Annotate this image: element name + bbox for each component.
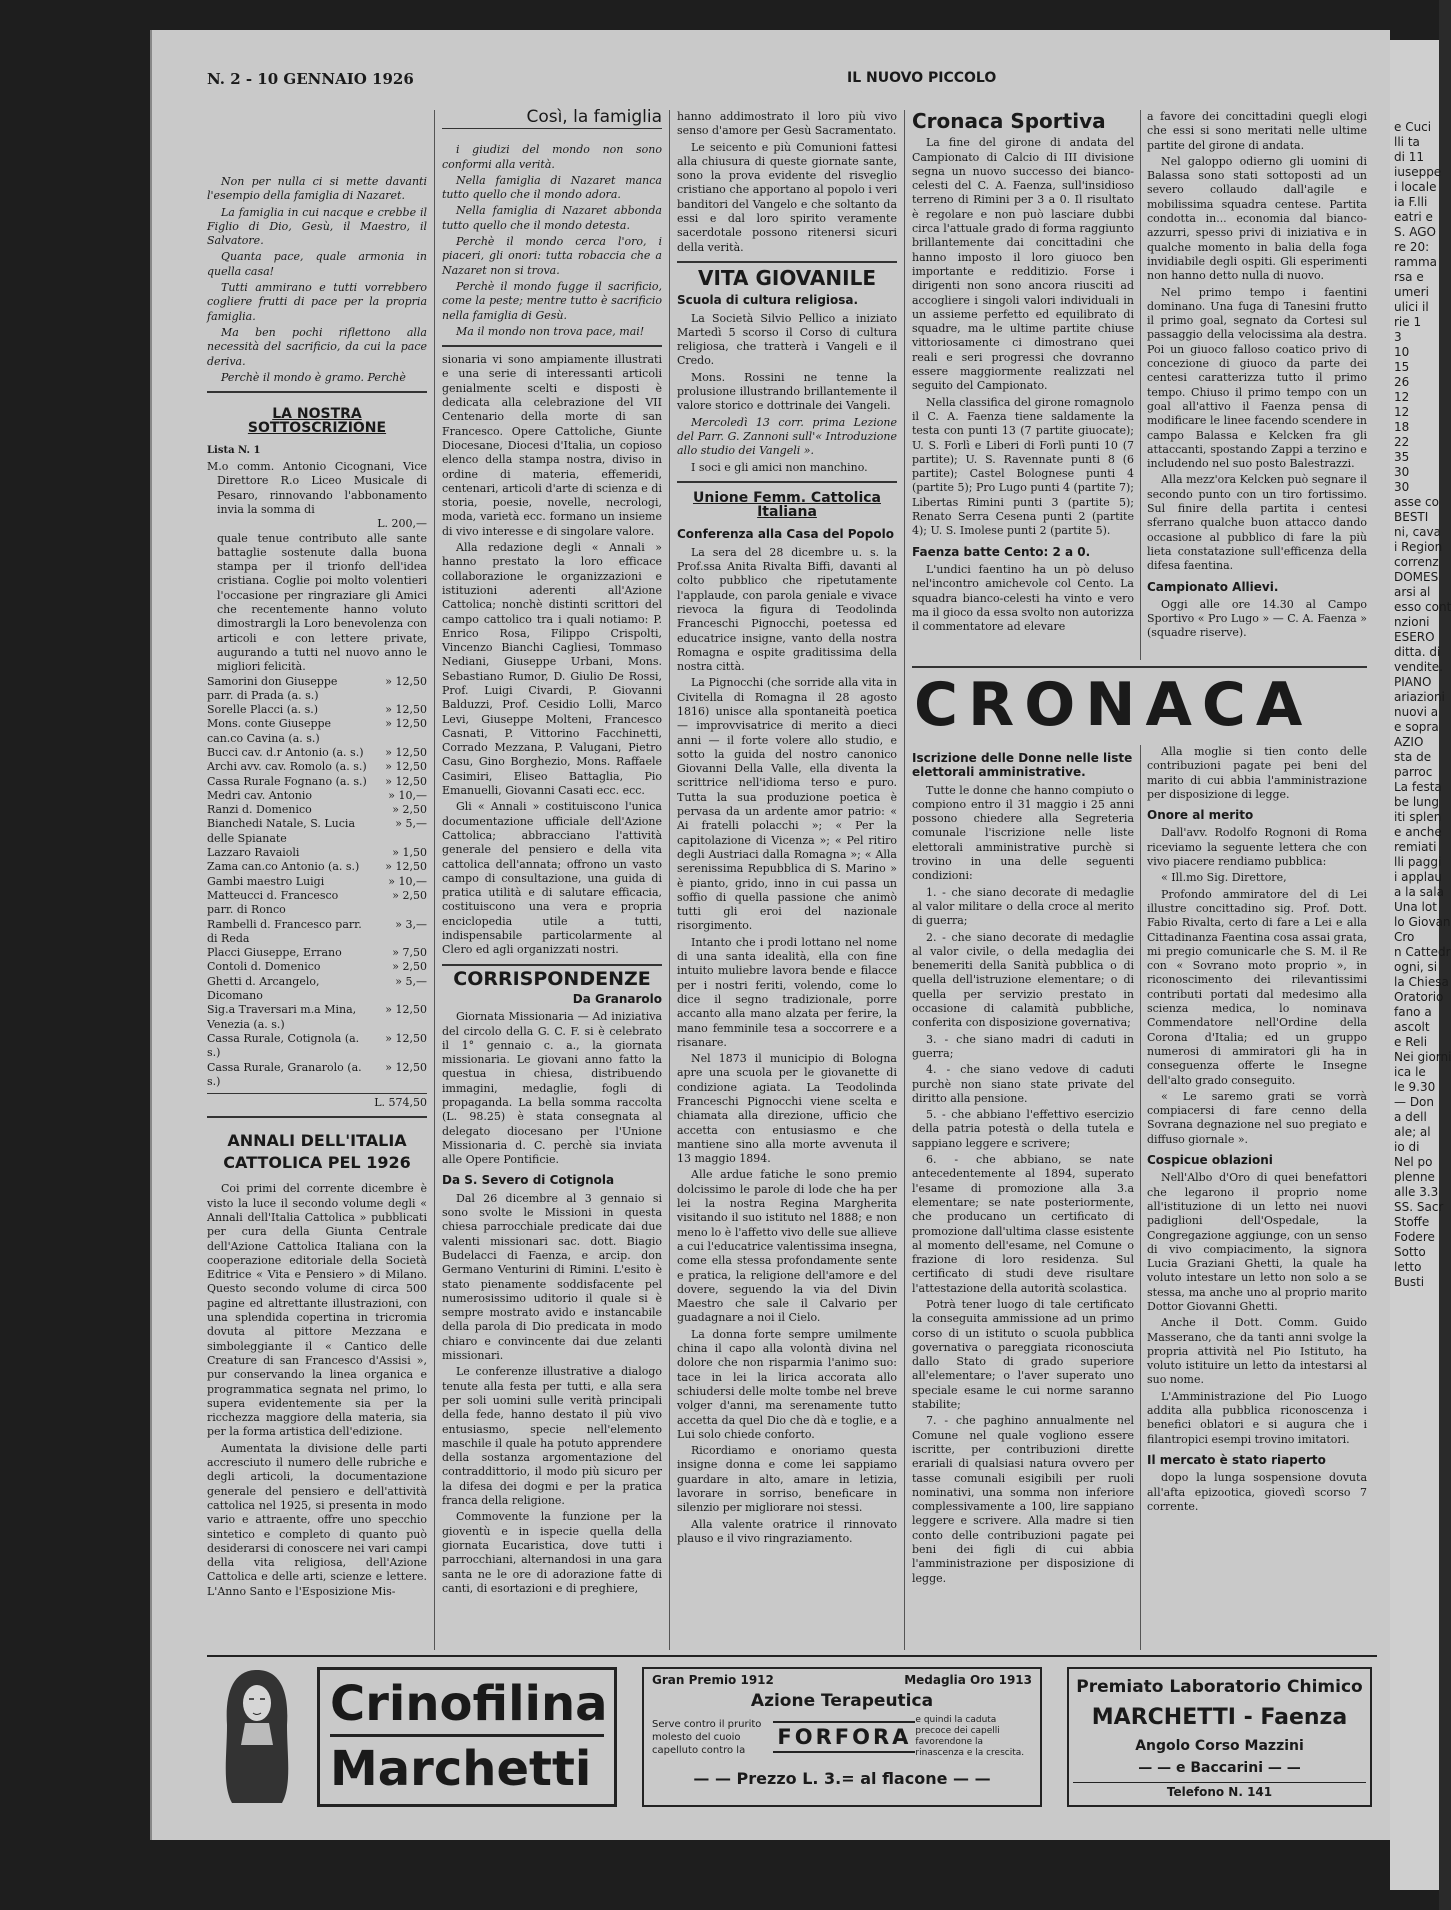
subscription-total: L. 574,50 [207, 1093, 427, 1110]
entry-value: » 10,— [388, 874, 427, 888]
paragraph: Nel 1873 il municipio di Bologna apre una scuola per le giovanette di condizione agiata. La Teodolinda Franceschi Pignocchi viene scelta e chiamata alla direzione, ufficio che accetta con entusiasmo e che mantiene sino alla morte avvenuta il 13 maggio 1894. [677, 1052, 897, 1166]
crinofilina-line1: Crinofilina [330, 1674, 604, 1737]
cronaca-sportiva-title: Cronaca Sportiva [912, 109, 1106, 133]
divider [442, 345, 662, 347]
entry-name: Mons. conte Giuseppe can.co Cavina (a. s.) [207, 717, 332, 745]
paragraph: hanno addimostrato il loro più vivo senso d'amore per Gesù Sacramentato. [677, 110, 897, 138]
entry-name: Gambi maestro Luigi [207, 874, 325, 888]
fragment-text: re 20: [1394, 240, 1430, 254]
crinofilina-ad [317, 1667, 617, 1807]
oblazioni-heading: Cospicue oblazioni [1147, 1153, 1273, 1168]
subscription-entry [207, 803, 427, 817]
fragment-text: di 11 [1394, 150, 1425, 164]
entry-value: » 12,50 [385, 1031, 427, 1045]
scuola-heading: Scuola di cultura religiosa. [677, 293, 859, 308]
paragraph: « Ill.mo Sig. Direttore, [1161, 871, 1287, 885]
subscription-entry [207, 846, 427, 860]
paragraph: Ma il mondo non trova pace, mai! [456, 324, 645, 338]
fragment-text: 3 [1394, 330, 1402, 344]
subscription-entry [207, 860, 427, 874]
paragraph: Commovente la funzione per la gioventù e in ispecie quella della giornata Eucaristica, dove tutti i parrocchiani, alternandosi in una gara santa ne le ore di adorazione fatte di canti, di esortazioni e di preghiere, [442, 1510, 662, 1595]
entry-value: » 5,— [395, 817, 427, 831]
paragraph: Perchè il mondo cerca l'oro, i piaceri, gli onori: tutta robaccia che a Nazaret non si trova. [442, 235, 662, 277]
fragment-text: 10 [1394, 345, 1410, 359]
paragraph: a favore dei concittadini quegli elogi che essi si sono meritati nelle ultime partite del girone di andata. [1147, 110, 1367, 152]
paragraph: Perchè il mondo è gramo. Perchè [221, 370, 406, 384]
entry-name: Placci Giuseppe, Errano [207, 946, 342, 960]
page-header [207, 70, 1367, 92]
forfora-label: FORFORA [773, 1721, 915, 1753]
fragment-text: esso cont [1394, 600, 1451, 614]
fragment-text: ramma [1394, 255, 1438, 269]
paragraph: Dal 26 dicembre al 3 gennaio si sono svolte le Missioni in questa chiesa parrocchiale predicate dai due valenti missionari sac. dott. Biagio Budelacci di Faenza, e arcip. don Germano Venturini di Rimini. L'esito è stato pienamente soddisfacente pel numerosissimo uditorio il quale si è sempre mostrato avido e instancabile della parola di Dio predicata in modo chiaro e convincente dai due zelanti missionari. [442, 1191, 662, 1363]
fragment-text: lli paggi [1394, 855, 1442, 869]
paragraph: Nella famiglia di Nazaret manca tutto quello che il mondo adora. [442, 173, 662, 202]
paragraph: Nell'Albo d'Oro di quei benefattori che legarono il proprio nome all'istituzione di un letto nei nuovi padiglioni dell'Ospedale, la Congregazione aggiunge, con un senso di vivo compiacimento, la signora Lucia Graziani Ghetti, la quale ha voluto intestare un letto non solo a se stessa, ma anche uno al proprio marito Dottor Giovanni Ghetti. [1147, 1171, 1367, 1313]
fragment-text: e anche [1394, 825, 1442, 839]
paragraph: Coi primi del corrente dicembre è visto la luce il secondo volume degli « Annali dell'Italia Cattolica » pubblicati per cura della Giunta Centrale dell'Azione Cattolica Italiana con la cooperazione editoriale della Società Editrice « Vita e Pensiero » di Milano. Questo secondo volume di circa 500 pagine ed altrettante illustrazioni, con una splendida copertina in tricromia dovuta al pittore Mezzana e simboleggiante il « Cantico delle Creature di san Francesco d'Assisi », pur conservando la linea organica e programmatica segnata nel primo, lo supera evidentemente sia per la ricchezza maggiore della materia, sia per la forma artistica dell'edizione. [207, 1182, 427, 1439]
adjacent-page-strip [1390, 40, 1451, 1890]
woman-portrait-illustration [217, 1665, 297, 1805]
paragraph: sionaria vi sono ampiamente illustrati e una serie di interessanti articoli genialmente scelti e disposti è dedicata alla celebrazione del VII Centenario della morte di san Francesco. Opere Cattoliche, Giunte Diocesane, Diocesi d'Italia, un copioso elenco della stampa nostra, diviso in ordine di materia, effemeridi, centenari, articoli d'arte di scienza e di storia, poesie, novelle, necrologi, moda, varietà ecc. formano un insieme di vivo interesse e di singolare valore. [442, 353, 662, 538]
fragment-text: iuseppe [1394, 165, 1442, 179]
entry-value: » 12,50 [385, 1060, 427, 1074]
paragraph: Intanto che i prodi lottano nel nome di una santa idealità, ella con fine intuito muliebre lavora bende e filacce per i nostri feriti, volendo, come lo dice il segno tradizionale, porre accanto alla mano alzata per ferire, la mano femminile tesa a soccorrere e a risanare. [677, 935, 897, 1049]
subscription-entry [207, 817, 427, 846]
fragment-text: ariazioni [1394, 690, 1445, 704]
paragraph: L'Amministrazione del Pio Luogo addita alla pubblica riconoscenza i benefici oblatori e si augura che i filantropici esempi trovino imitatori. [1147, 1389, 1367, 1446]
list-item: 2. - che siano decorate di medaglie al valor civile, o della medaglia dei benemeriti della Sanità pubblica o di quella dell'istruzione elementare; o di quella per servizio prestato in occasione di calamità pubbliche, conferita con disposizione governativa; [912, 930, 1134, 1030]
medaglia-label: Medaglia Oro 1913 [904, 1673, 1032, 1687]
fragment-text: i Region [1394, 540, 1443, 554]
paragraph: Mercoledì 13 corr. prima Lezione del Parr. G. Zannoni sull'« Introduzione allo studio dei Vangeli ». [677, 415, 897, 458]
fragment-text: 12 [1394, 390, 1410, 404]
fragment-text: Nel po [1394, 1155, 1433, 1169]
fragment-text: a la sala [1394, 885, 1444, 899]
marchetti-faenza-label: MARCHETTI - Faenza [1091, 1705, 1348, 1730]
paragraph: Nel primo tempo i faentini dominano. Una fuga di Tanesini frutto il primo goal, segnato da Cortesi sul passaggio della velocissima ala destra. Poi un giuoco falloso coatico privo di concezione di giuoco da parte dei centesi caratterizza tutto il primo tempo. Chiuso il primo tempo con un goal all'attivo il Faenza pensa di modificare le linee facendo scendere in campo Balassa e Kelcken fra gli attaccanti, spostando Zappi a terzino e includendo nel suo posto Balestrazzi. [1147, 285, 1367, 471]
fragment-text: parroc [1394, 765, 1433, 779]
paragraph: Alla redazione degli « Annali » hanno prestato la loro efficace collaborazione le organizzazioni e istituzioni aderenti all'Azione Cattolica; nonchè distinti scrittori del campo cattolico tra i quali notiamo: P. Enrico Rosa, Filippo Crispolti, Vincenzo Bianchi Cagliesi, Tommaso Nediani, Giuseppe Urbani, Mons. Sebastiano Rumor, D. Giulio De Rossi, Prof. Luigi Civardi, P. Giovanni Balduzzi, Prof. Cesidio Lolli, Marco Levi, Giuseppe Molteni, Francesco Casnati, P. Vittorino Facchinetti, Corrado Mezzana, P. Valugani, Pietro Casu, Gino Borghezio, Mons. Raffaele Casimiri, Eliseo Battaglia, Pio Emanuelli, Giovanni Casati ecc. ecc. [442, 541, 662, 798]
list-item: 6. - che abbiano, se nate antecedentemente al 1894, superato l'esame di promozione alla 3.a elementare; se nate posteriormente, che producano un certificato di promozione dall'ultima classe esistente al momento dell'esame, nel Comune o frazione di loro residenza. Sul certificato di studi deve risultare l'attestazione della autorità scolastica. [912, 1153, 1134, 1295]
divider [912, 666, 1367, 668]
entry-name: Rambelli d. Francesco parr. di Reda [207, 917, 362, 945]
paragraph: dopo la lunga sospensione dovuta all'afta epizootica, giovedì scorso 7 corrente. [1147, 1471, 1367, 1513]
entry-value: » 7,50 [392, 946, 427, 960]
entry-value: » 12,50 [385, 745, 427, 759]
paragraph: Anche il Dott. Comm. Guido Masserano, che da tanti anni svolge la propria attività nel Pio Istituto, ha voluto istituire un letto da intestarsi al suo nome. [1147, 1316, 1367, 1387]
fragment-text: Stoffe [1394, 1215, 1430, 1229]
entry-value: » 2,50 [392, 888, 427, 902]
entry-name: Bianchedi Natale, S. Lucia delle Spianate [207, 817, 356, 845]
fragment-text: arsi al [1394, 585, 1431, 599]
unione-title: Unione Femm. Cattolica Italiana [692, 489, 881, 521]
entry-value: » 2,50 [392, 960, 427, 974]
fragment-text: a dell [1394, 1110, 1427, 1124]
column-2 [442, 107, 662, 1650]
column-rule [669, 110, 670, 1650]
entry-value: » 12,50 [385, 717, 427, 731]
list-item: 4. - che siano vedove di caduti purchè non siano state private del diritto alla pensione. [912, 1063, 1134, 1105]
forfora-right-text: e quindi la caduta precoce dei capelli favorendone la rinascenza e la crescita. [915, 1715, 1025, 1758]
fragment-text: correnz [1394, 555, 1439, 569]
gran-premio-label: Gran Premio 1912 [652, 1673, 774, 1687]
advertisement-bar [207, 1655, 1377, 1815]
subscription-entry [207, 775, 427, 789]
paragraph: Non per nulla ci si mette davanti l'esempio della famiglia di Nazaret. [207, 175, 427, 203]
fragment-text: ni, cava [1394, 525, 1441, 539]
divider [677, 261, 897, 263]
entry-value: » 5,— [395, 974, 427, 988]
paragraph: Perchè il mondo fugge il sacrificio, come la peste; mentre tutto è sacrificio nella famiglia di Gesù. [442, 279, 662, 322]
fragment-text: ESERO [1394, 630, 1435, 644]
entry-value: » 3,— [395, 917, 427, 931]
fragment-text: rsa e [1394, 270, 1424, 284]
fragment-text: nuovi a [1394, 705, 1439, 719]
vita-giovanile-title: VITA GIOVANILE [698, 265, 876, 290]
fragment-text: alle 3.3 [1394, 1185, 1439, 1199]
fragment-text: ica le [1394, 1065, 1426, 1079]
fragment-text: la Chiesa [1394, 975, 1449, 989]
column-4-lower [912, 745, 1134, 1650]
forfora-ad [642, 1667, 1042, 1807]
list-item: Potrà tener luogo di tale certificato la conseguita ammissione ad un primo corso di un istituto o scuola pubblica governativa o pareggiata riconosciuta dallo Stato di grado superiore all'elementare; o l'aver superato uno speciale esame le cui norme saranno stabilite; [912, 1297, 1134, 1412]
column-rule [904, 110, 905, 1650]
famiglia-text-left [207, 175, 427, 385]
lista-label: Lista N. 1 [207, 444, 261, 456]
fragment-text: remiati [1394, 840, 1437, 854]
fragment-text: fano a [1394, 1005, 1432, 1019]
annali-title: ANNALI DELL'ITALIA CATTOLICA PEL 1926 [223, 1131, 411, 1173]
fragment-text: plenne [1394, 1170, 1435, 1184]
subscription-entry [207, 1032, 427, 1061]
entry-name: Matteucci d. Francesco parr. di Ronco [207, 888, 339, 917]
entry-value: » 12,50 [385, 860, 427, 874]
subscription-entry [207, 960, 427, 974]
fragment-text: La festa [1394, 780, 1442, 794]
fragment-text: n Cattedr [1394, 945, 1451, 959]
mercato-heading: Il mercato è stato riaperto [1147, 1452, 1326, 1467]
fragment-text: i locale [1394, 180, 1437, 194]
entry-name: Contoli d. Domenico [207, 960, 321, 974]
fragment-text: 15 [1394, 360, 1410, 374]
fragment-text: Fodere [1394, 1230, 1435, 1244]
masthead-title: IL NUOVO PICCOLO [847, 70, 997, 86]
sottoscrizione-title: LA NOSTRA SOTTOSCRIZIONE [247, 406, 387, 437]
paragraph: Oggi alle ore 14.30 al Campo Sportivo « Pro Lugo » — C. A. Faenza » (squadre riserve). [1147, 597, 1367, 640]
entry-name: Sorelle Placci (a. s.) [207, 703, 319, 717]
divider [442, 964, 662, 966]
subscription-entry [207, 675, 427, 704]
entry-name: Samorini don Giuseppe parr. di Prada (a. s.) [207, 674, 338, 702]
subscription-entry [207, 703, 427, 717]
cento-heading: Faenza batte Cento: 2 a 0. [912, 544, 1091, 559]
entry-name: Cassa Rurale, Cotignola (a. s.) [207, 1031, 360, 1060]
paragraph: Giornata Missionaria — Ad iniziativa del circolo della G. C. F. si è celebrato il 1° gennaio c. a., la giornata missionaria. Le giovani anno fatto la questua in chiesa, distribuendo immagini, medaglie, fogli di propaganda. La bella somma raccolta (L. 98.25) è stata consegnata al delegato diocesano per l'Unione Missionaria d. C. perchè sia inviata alle Opere Pontificie. [442, 1010, 662, 1167]
fragment-text: Sotto [1394, 1245, 1426, 1259]
famiglia-title: Così, la famiglia [442, 110, 662, 129]
granarolo-heading: Da Granarolo [572, 991, 662, 1006]
paragraph: L'undici faentino ha un pò deluso nel'incontro amichevole col Cento. La squadra bianco-celesti ha vinto e vero ma il gioco da essa svolto non autorizza il commentatore ad elevare [912, 562, 1134, 634]
fragment-text: DOMES [1394, 570, 1439, 584]
fragment-text: Una lot [1394, 900, 1437, 914]
fragment-text: asse co [1394, 495, 1439, 509]
entry-name: Cassa Rurale, Granarolo (a. s.) [207, 1060, 362, 1088]
entry-name: Bucci cav. d.r Antonio (a. s.) [207, 745, 364, 759]
fragment-text: SS. Sacr [1394, 1200, 1444, 1214]
paragraph: La donna forte sempre umilmente china il capo alla volontà divina nel dolore che non risparmia l'animo suo: tace in lei la lirica accorata allo schiudersi delle molte tombe nel breve volger d'anni, ma serenamente tutto accetta da quel Dio che dà e toglie, e a Lui solo chiede conforto. [677, 1327, 897, 1441]
fragment-text: 30 [1394, 480, 1410, 494]
column-5 [1147, 110, 1367, 660]
fragment-text: 18 [1394, 420, 1410, 434]
entry-value: » 12,50 [385, 760, 427, 774]
entry-name: Ghetti d. Arcangelo, Dicomano [207, 974, 320, 1003]
angolo-label: Angolo Corso Mazzini [1135, 1738, 1304, 1754]
fragment-text: sta de [1394, 750, 1432, 764]
corrispondenze-title: CORRISPONDENZE [453, 967, 651, 990]
fragment-text: 12 [1394, 405, 1410, 419]
conferenza-heading: Conferenza alla Casa del Popolo [677, 527, 894, 542]
subscription-entry [207, 789, 427, 803]
paragraph: Le seicento e più Comunioni fattesi alla chiusura di queste giornate sante, sono la prova evidente del risveglio cristiano che apportano al popolo i veri banditori del Vangelo e che soltanto da essi e dal loro spirito veramente sacerdotale possono ritenersi sicuri della verità. [677, 140, 897, 254]
severo-heading: Da S. Severo di Cotignola [442, 1173, 615, 1188]
fragment-text: Oratorio [1394, 990, 1444, 1004]
paragraph: La Società Silvio Pellico a iniziato Martedì 5 scorso il Corso di cultura religiosa, che tratterà i Vangeli e il Credo. [677, 311, 897, 368]
divider [207, 391, 427, 393]
fragment-text: S. AGO [1394, 225, 1436, 239]
fragment-text: eatri e [1394, 210, 1433, 224]
paragraph: Nel galoppo odierno gli uomini di Balassa sono stati sottoposti ad un severo collaudo dall'agile e mobilissima squadra centese. Partita condotta in... economia dal bianco-azzurri, spesso privi di iniziativa e in qualche momento in balia della foga invidiabile degli ospiti. Gli esperimenti non hanno detto nulla di nuovo. [1147, 154, 1367, 283]
fragment-text: e Reli [1394, 1035, 1428, 1049]
paragraph: Ricordiamo e onoriamo questa insigne donna e come lei sappiamo guardare in alto, amare in letizia, lavorare in sorriso, beneficare in silenzio per migliorare noi stessi. [677, 1444, 897, 1515]
newspaper-page [150, 30, 1390, 1840]
subscription-entry [207, 889, 427, 918]
fragment-text: ogni, si [1394, 960, 1438, 974]
crinofilina-line2: Marchetti [330, 1741, 592, 1797]
fragment-text: le 9.30 [1394, 1080, 1436, 1094]
fragment-text: PIANO [1394, 675, 1432, 689]
entry-name: Medri cav. Antonio [207, 788, 313, 802]
lab-label: Premiato Laboratorio Chimico [1076, 1677, 1363, 1697]
paragraph: Alla mezz'ora Kelcken può segnare il secondo punto con un tiro fortissimo. Sul finire della partita i centesi sferrano qualche buon attacco dando occasione al pubblico di fare la più lieta constatazione sull'efficenza della difesa faentina. [1147, 473, 1367, 573]
baccarini-label: — — e Baccarini — — [1138, 1760, 1301, 1776]
fragment-text: ascolt [1394, 1020, 1430, 1034]
entry-value: » 12,50 [385, 774, 427, 788]
subscription-list [207, 675, 427, 1090]
subscription-entry [207, 760, 427, 774]
paragraph: I soci e gli amici non manchino. [691, 460, 868, 474]
fragment-text: BESTI [1394, 510, 1429, 524]
paragraph: La sera del 28 dicembre u. s. la Prof.ssa Anita Rivalta Biffi, davanti al colto pubblico che ripetutamente l'applaude, con parola geniale e vivace rievoca la figura di Teodolinda Franceschi Pignocchi, poetessa ed educatrice insigne, vanto della nostra Romagna e ospite graditissima della nostra città. [677, 545, 897, 674]
entry-value: » 2,50 [392, 803, 427, 817]
fragment-text: nzioni [1394, 615, 1430, 629]
paragraph: Ma ben pochi riflettono alla necessità del sacrificio, da cui la pace deriva. [207, 325, 427, 368]
fragment-text: iti splen [1394, 810, 1442, 824]
fragment-text: 22 [1394, 435, 1410, 449]
subscription-entry [207, 1003, 427, 1032]
fragment-text: ulici il [1394, 300, 1429, 314]
prezzo-label: — — Prezzo L. 3.= al flacone — — [693, 1769, 991, 1788]
list-item: 3. - che siano madri di caduti in guerra; [912, 1032, 1134, 1060]
column-rule [1140, 745, 1141, 1650]
subscription-entry [207, 746, 427, 760]
fragment-text: ditta. di [1394, 645, 1441, 659]
telefono-label: Telefono N. 141 [1073, 1782, 1366, 1799]
entry-name: Archi avv. cav. Romolo (a. s.) [207, 760, 367, 774]
paragraph: La fine del girone di andata del Campionato di Calcio di III divisione segna un nuovo successo dei bianco-celesti del C. A. Faenza, sull'insidioso terreno di Rimini per 3 a 0. Il risultato è regolare e non può lasciare dubbi circa l'attuale grado di forma raggiunto brillantemente dai concittadini che hanno imposto il loro giuoco ben importante e redditizio. Forse i dirigenti non sono ancora riusciti ad accogliere i singoli valori individuali in un assieme perfetto ed equilibrato di squadre, ma le ultime partite chiuse vittoriosamente ci dimostrano quei reali e seri progressi che dovranno essere maggiormente realizzati nel seguito del Campionato. [912, 136, 1134, 393]
issue-date: N. 2 - 10 GENNAIO 1926 [207, 70, 414, 88]
paragraph: Alla valente oratrice il rinnovato plauso e il vivo ringraziamento. [677, 1517, 897, 1545]
paragraph: Le conferenze illustrative a dialogo tenute alla festa per tutti, e alla sera per soli uomini sulle verità principali della fede, hanno destato il più vivo entusiasmo, specie nell'elemento maschile il quale ha potuto apprendere della sostanza argomentazione del contraddittorio, il modo più sicuro per la difesa dei dogmi e per la pratica franca della religione. [442, 1365, 662, 1508]
paragraph: Quanta pace, quale armonia in quella casa! [207, 250, 427, 278]
fragment-text: e sopra [1394, 720, 1439, 734]
paragraph: Dall'avv. Rodolfo Rognoni di Roma riceviamo la seguente lettera che con vivo piacere rendiamo pubblica: [1147, 826, 1367, 869]
entry-text: M.o comm. Antonio Cicognani, Vice Direttore R.o Liceo Musicale di Pesaro, rinnovando l'abbonamento invia la somma di [207, 460, 427, 516]
subscription-entry [207, 1061, 427, 1090]
paragraph: Tutti ammirano e tutti vorrebbero cogliere frutti di pace per la propria famiglia. [207, 281, 427, 323]
subscription-entry [207, 975, 427, 1004]
subscription-entry [207, 946, 427, 960]
entry-name: Zama can.co Antonio (a. s.) [207, 860, 360, 874]
paragraph: Nella famiglia di Nazaret abbonda tutto quello che il mondo detesta. [442, 204, 662, 232]
list-item: 1. - che siano decorate di medaglie al valor militare o della croce al merito di guerra; [912, 885, 1134, 928]
azione-label: Azione Terapeutica [750, 1691, 934, 1711]
fragment-text: 30 [1394, 465, 1410, 479]
forfora-left-text: Serve contro il prurito molesto del cuoio capelluto contro la [652, 1718, 762, 1756]
subscription-entry [207, 875, 427, 889]
subscription-entry [207, 918, 427, 947]
fragment-text: ia F.lli [1394, 195, 1428, 209]
fragment-text: 26 [1394, 375, 1410, 389]
entry-value: » 12,50 [385, 674, 427, 688]
entry-name: Cassa Rurale Fognano (a. s.) [207, 774, 367, 788]
column-1 [207, 135, 427, 1650]
list-item: 5. - che abbiano l'effettivo esercizio della patria potestà o della tutela e sappiano leggere e scrivere; [912, 1108, 1134, 1150]
fragment-text: Nei giorni [1394, 1050, 1451, 1064]
paragraph: Alle ardue fatiche le sono premio dolcissimo le parole di lode che ha per lei la nostra Regina Margherita visitando il suo istituto nel 1888; e non meno lo è l'affetto vivo delle sue allieve a cui l'educatrice valentissima insegna, come ella stessa profondamente sente e pratica, la religione dell'amore e del dovere, seguendo la via del Divin Maestro che sale il Calvario per guadagnare a noi il Cielo. [677, 1168, 897, 1325]
entry-value: » 10,— [388, 788, 427, 802]
fragment-text: umeri [1394, 285, 1429, 299]
entry-text-cont: quale tenue contributo alle sante battaglie sostenute dalla buona stampa per il trionfo dell'idea cristiana. Coglie poi molto volentieri l'occasione per ringraziare gli Amici che recentemente hanno voluto dimostrargli la Loro benevolenza con articoli e con lettere private, augurando a tutti nel nuovo anno le migliori felicità. [217, 531, 427, 674]
paragraph: Profondo ammiratore del di Lei illustre concittadino sig. Prof. Dott. Fabio Rivalta, certo di fare a Lei e alla Cittadinanza Faentina cosa assai grata, mi pregio comunicarle che S. M. il Re con « Sovrano moto proprio », in riconoscimento dei rilevantissimi contributi portati dal medesimo alla scienza medica, lo nominava Commendatore nell'Ordine della Corona d'Italia; ed un gruppo numerosi di ammiratori gli ha in conseguenza offerte le Insegne dell'alto grado conseguito. [1147, 887, 1367, 1087]
divider [677, 481, 897, 483]
subscription-entry-first [207, 460, 427, 674]
list-item: 7. - che paghino annualmente nel Comune nel quale vogliono essere iscritte, per contribuzioni dirette erariali di qualsiasi natura ovvero per tasse comunali esigibili per ruoli nominativi, una somma non inferiore complessivamente a 100, lire sappiano leggere e scrivere. Alla madre si tien conto delle contribuzioni pagate pei beni dei figli di cui abbia l'amministrazione per disposizione di legge. [912, 1414, 1134, 1585]
paragraph: Nella classifica del girone romagnolo il C. A. Faenza tiene saldamente la testa con punti 13 (7 partite giuocate); U. S. Forlì e Liberi di Forlì punti 10 (7 partite); U. S. Ravennate punti 8 (6 partite); Castel Bolognese punti 4 (partite 5); Pro Lugo punti 4 (partite 7); Libertas Rimini punti 3 (partite 5); Renato Serra Cesena punti 2 (partite 4); U. S. Imolese punti 2 (partite 5). [912, 395, 1134, 538]
fragment-text: rie 1 [1394, 315, 1422, 329]
fragment-text: lli ta [1394, 135, 1420, 149]
fragment-text: Busti [1394, 1275, 1425, 1289]
entry-value: » 12,50 [385, 703, 427, 717]
entry-name: Sig.a Traversari m.a Mina, Venezia (a. s.) [207, 1003, 357, 1031]
fragment-text: lo Giovan [1394, 915, 1451, 929]
entry-value: » 1,50 [392, 846, 427, 860]
cronaca-banner: CRONACA [914, 670, 1313, 740]
iscrizione-heading: Iscrizione delle Donne nelle liste elettorali amministrative. [912, 751, 1133, 780]
column-3 [677, 110, 897, 1650]
paragraph: « Le saremo grati se vorrà compiacersi di fare cenno della Sovrana degnazione nel suo pregiato e diffuso giornale ». [1147, 1089, 1367, 1146]
fragment-text: i applau [1394, 870, 1443, 884]
column-rule [434, 110, 435, 1650]
subscription-entry [207, 717, 427, 746]
fragment-text: vendite. [1394, 660, 1443, 674]
paragraph: La Pignocchi (che sorride alla vita in Civitella di Romagna il 28 agosto 1816) unisce alla spontaneità poetica — improvvisatrice di merito a dieci anni — il forte volere allo studio, e sotto la guida del nostro canonico Giovanni Della Valle, ella diventa la scrittrice nell'idioma terso e puro. Tutta la sua produzione poetica è pervasa da un ardente amor patrio: « Ai fratelli polacchi »; « Per la capitolazione di Vicenza »; « Pel ritiro degli Austriaci dalla Romagna »; « Alla serenissima Repubblica di S. Marino » è pianto, grido, inno in cui passa un soffio di quella passione che animò tutti gli eroi del nazionale risorgimento. [677, 676, 897, 933]
allievi-heading: Campionato Allievi. [1147, 579, 1279, 594]
paragraph: Aumentata la divisione delle parti accresciuto il numero delle rubriche e degli articoli, la documentazione generale del pensiero e dell'attività cattolica nel 1925, si presenta in modo vario e attraente, offre uno specchio sintetico e completo di quanto può desiderarsi di conoscere nei vari campi della vita religiosa, dell'Azione Cattolica e delle arti, scienze e lettere. L'Anno Santo e l'Esposizione Mis- [207, 1441, 427, 1598]
famiglia-text-right [442, 143, 662, 339]
column-5-lower [1147, 745, 1367, 1650]
paragraph: Tutte le donne che hanno compiuto o compiono entro il 31 maggio i 25 anni possono chiedere alla Segreteria comunale l'iscrizione nelle liste elettorali amministrative purchè si trovino in una delle seguenti condizioni: [912, 783, 1134, 883]
fragment-text: io di [1394, 1140, 1420, 1154]
paragraph: Alla moglie si tien conto delle contribuzioni pagate pei beni del marito di cui abbia l'amministrazione per disposizione di legge. [1147, 745, 1367, 801]
fragment-text: 35 [1394, 450, 1410, 464]
column-rule [1140, 110, 1141, 660]
paragraph: i giudizi del mondo non sono conformi alla verità. [442, 143, 662, 171]
entry-value: L. 200,— [377, 517, 427, 531]
fragment-text: ale; al [1394, 1125, 1431, 1139]
fragment-text: be lung [1394, 795, 1439, 809]
entry-value: » 12,50 [385, 1003, 427, 1017]
onore-heading: Onore al merito [1147, 808, 1254, 823]
fragment-text: letto [1394, 1260, 1422, 1274]
entry-name: Ranzi d. Domenico [207, 803, 312, 817]
entry-name: Lazzaro Ravaioli [207, 846, 300, 860]
fragment-text: — Don [1394, 1095, 1435, 1109]
fragment-text: e Cuci [1394, 120, 1432, 134]
fragment-text: AZIO [1394, 735, 1424, 749]
marchetti-lab-ad [1067, 1667, 1372, 1807]
divider [207, 1116, 427, 1118]
paragraph: La famiglia in cui nacque e crebbe il Figlio di Dio, Gesù, il Maestro, il Salvatore. [207, 205, 427, 248]
paragraph: Gli « Annali » costituiscono l'unica documentazione ufficiale dell'Azione Cattolica; abbracciano l'attività generale del pensiero e della vita cattolica dell'annata; offrono un vasto campo di consultazione, una guida di pratica utilità e di salutare efficacia, costituiscono una vera e propria enciclopedia utile a tutti, indispensabile particolarmente al Clero ed agli organizzati nostri. [442, 800, 662, 957]
fragment-text: Cro [1394, 930, 1415, 944]
paragraph: Mons. Rossini ne tenne la prolusione illustrando brillantemente il valore storico e dottrinale dei Vangeli. [677, 370, 897, 413]
